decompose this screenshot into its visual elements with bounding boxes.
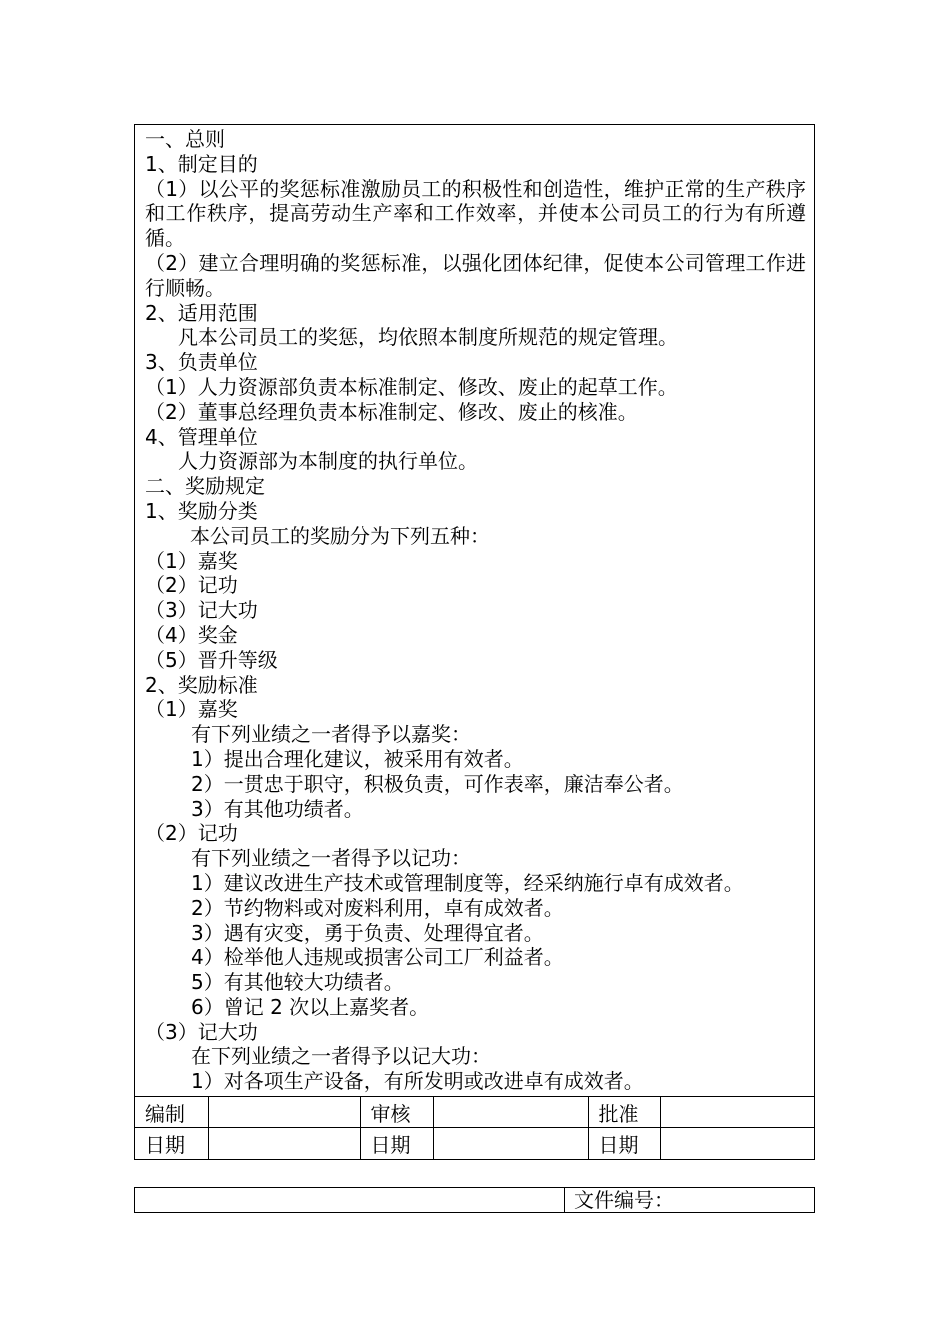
text-line: 1）对各项生产设备，有所发明或改进卓有成效者。 bbox=[191, 1069, 644, 1094]
signoff-row-dates bbox=[135, 1128, 814, 1159]
prepared-date-label: 日期 bbox=[135, 1128, 208, 1159]
text-line: 1）提出合理化建议，被采用有效者。 bbox=[191, 746, 524, 771]
approved-date-label: 日期 bbox=[588, 1128, 660, 1159]
text-line: （4）奖金 bbox=[145, 622, 238, 647]
text-line: （2）记功 bbox=[145, 573, 238, 598]
text-line: 2、适用范围 bbox=[145, 300, 258, 325]
text-line: 1）建议改进生产技术或管理制度等，经采纳施行卓有成效者。 bbox=[191, 870, 744, 895]
text-line: （3）记大功 bbox=[145, 1019, 258, 1044]
text-line: （2）董事总经理负责本标准制定、修改、废止的核准。 bbox=[145, 399, 638, 424]
text-line: 6）曾记 2 次以上嘉奖者。 bbox=[191, 994, 430, 1019]
reviewed-date-label: 日期 bbox=[360, 1128, 433, 1159]
text-line: 3）有其他功绩者。 bbox=[191, 796, 364, 821]
text-line: 在下列业绩之一者得予以记大功： bbox=[191, 1044, 491, 1069]
prepared-by-label: 编制 bbox=[135, 1097, 208, 1128]
text-line: 一、总则 bbox=[145, 127, 225, 151]
text-line: 1、奖励分类 bbox=[145, 498, 258, 523]
text-line: 4、管理单位 bbox=[145, 424, 258, 449]
footer-bar bbox=[134, 1187, 815, 1213]
text-line: 人力资源部为本制度的执行单位。 bbox=[178, 449, 478, 474]
text-line: 2）节约物料或对废料利用，卓有成效者。 bbox=[191, 895, 564, 920]
text-line: 4）检举他人违规或损害公司工厂利益者。 bbox=[191, 945, 564, 970]
text-line: 本公司员工的奖励分为下列五种： bbox=[190, 523, 490, 548]
footer-divider bbox=[564, 1188, 565, 1212]
text-line: （1）嘉奖 bbox=[145, 697, 238, 722]
text-line: （2）记功 bbox=[145, 821, 238, 846]
text-line: 二、奖励规定 bbox=[145, 474, 265, 499]
text-line: 1、制定目的 bbox=[145, 151, 258, 176]
text-line: 5）有其他较大功绩者。 bbox=[191, 970, 404, 995]
text-line: 凡本公司员工的奖惩，均依照本制度所规范的规定管理。 bbox=[178, 325, 678, 350]
text-line: （1）人力资源部负责本标准制定、修改、废止的起草工作。 bbox=[145, 374, 678, 399]
paragraph: （2）建立合理明确的奖惩标准，以强化团体纪律，促使本公司管理工作进行顺畅。 bbox=[145, 250, 806, 300]
file-number-label: 文件编号： bbox=[574, 1188, 674, 1212]
approved-date-field[interactable] bbox=[660, 1128, 814, 1159]
text-line: （1）嘉奖 bbox=[145, 548, 238, 573]
text-line: 3、负责单位 bbox=[145, 350, 258, 375]
prepared-by-field[interactable] bbox=[208, 1097, 360, 1128]
text-line: （5）晋升等级 bbox=[145, 647, 278, 672]
document-frame bbox=[134, 124, 815, 1160]
document-body bbox=[145, 127, 806, 1095]
approved-by-label: 批准 bbox=[588, 1097, 660, 1128]
signoff-table bbox=[135, 1096, 814, 1159]
paragraph: （1）以公平的奖惩标准激励员工的积极性和创造性，维护正常的生产秩序和工作秩序，提高劳动生产率和工作效率，并使本公司员工的行为有所遵循。 bbox=[145, 176, 806, 251]
text-line: 2）一贯忠于职守，积极负责，可作表率，廉洁奉公者。 bbox=[191, 771, 684, 796]
prepared-date-field[interactable] bbox=[208, 1128, 360, 1159]
text-line: （3）记大功 bbox=[145, 598, 258, 623]
approved-by-field[interactable] bbox=[660, 1097, 814, 1128]
text-line: 2、奖励标准 bbox=[145, 672, 258, 697]
text-line: 有下列业绩之一者得予以嘉奖： bbox=[191, 722, 471, 747]
signoff-row-prepared bbox=[135, 1097, 814, 1128]
text-line: 有下列业绩之一者得予以记功： bbox=[191, 846, 471, 871]
text-line: 3）遇有灾变，勇于负责、处理得宜者。 bbox=[191, 920, 544, 945]
reviewed-by-field[interactable] bbox=[433, 1097, 588, 1128]
reviewed-date-field[interactable] bbox=[433, 1128, 588, 1159]
reviewed-by-label: 审核 bbox=[360, 1097, 433, 1128]
